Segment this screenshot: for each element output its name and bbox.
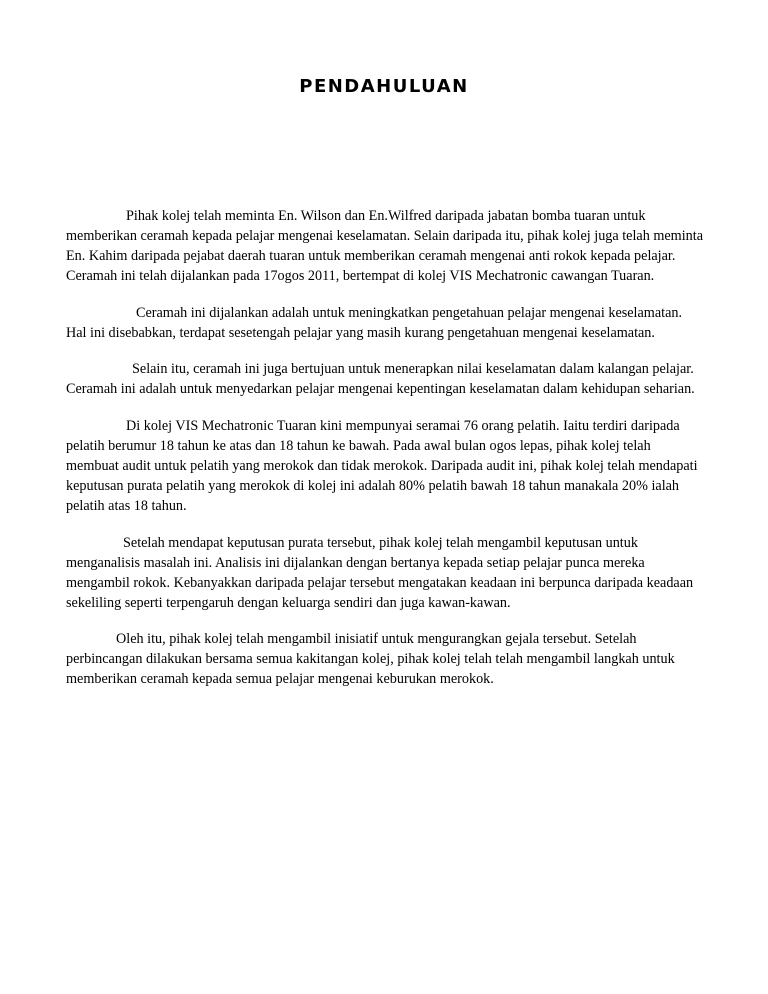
paragraph-5: Setelah mendapat keputusan purata tersebut, pihak kolej telah mengambil keputusan untuk menganalisis masalah ini. Analisis ini dijalankan dengan bertanya kepada setiap pelajar punca mereka mengambil rokok. Kebanyakkan daripada pelajar tersebut mengatakan keadaan ini berpunca daripada keadaan sekeliling seperti terpengaruh dengan keluarga sendiri dan juga kawan-kawan.	[66, 534, 694, 611]
paragraph-4: Di kolej VIS Mechatronic Tuaran kini mempunyai seramai 76 orang pelatih. Iaitu terdiri daripada pelatih berumur 18 tahun ke atas dan 18 tahun ke bawah. Pada awal bulan ogos lepas, pihak kolej telah membuat audit untuk pelatih yang merokok dan tidak merokok. Daripada audit ini, pihak kolej telah mendapati keputusan purata pelatih yang merokok di kolej ini adalah 80% pelatih bawah 18 tahun manakala 20% ialah pelatih atas 18 tahun.	[66, 418, 698, 514]
paragraph-6: Oleh itu, pihak kolej telah mengambil inisiatif untuk mengurangkan gejala tersebut. Setelah perbincangan dilakukan bersama semua kakitangan kolej, pihak kolej telah telah mengambil langkah untuk memberikan ceramah kepada semua pelajar mengenai keburukan merokok.	[66, 631, 675, 688]
paragraph-3: Selain itu, ceramah ini juga bertujuan untuk menerapkan nilai keselamatan dalam kalangan pelajar. Ceramah ini adalah untuk menyedarkan pelajar mengenai kepentingan keselamatan dalam kehidupan seharian.	[66, 361, 695, 398]
document-body	[66, 207, 706, 707]
paragraph-2: Ceramah ini dijalankan adalah untuk meningkatkan pengetahuan pelajar mengenai keselamatan. Hal ini disebabkan, terdapat sesetengah pelajar yang masih kurang pengetahuan mengenai keselamatan.	[66, 304, 683, 341]
page-title: PENDAHULUAN	[299, 76, 469, 97]
paragraph-1: Pihak kolej telah meminta En. Wilson dan En.Wilfred daripada jabatan bomba tuaran untuk memberikan ceramah kepada pelajar mengenai keselamatan. Selain daripada itu, pihak kolej juga telah meminta En. Kahim daripada pejabat daerah tuaran untuk memberikan ceramah mengenai anti rokok kepada pelajar. Ceramah ini telah dijalankan pada 17ogos 2011, bertempat di kolej VIS Mechatronic cawangan Tuaran.	[66, 208, 703, 284]
